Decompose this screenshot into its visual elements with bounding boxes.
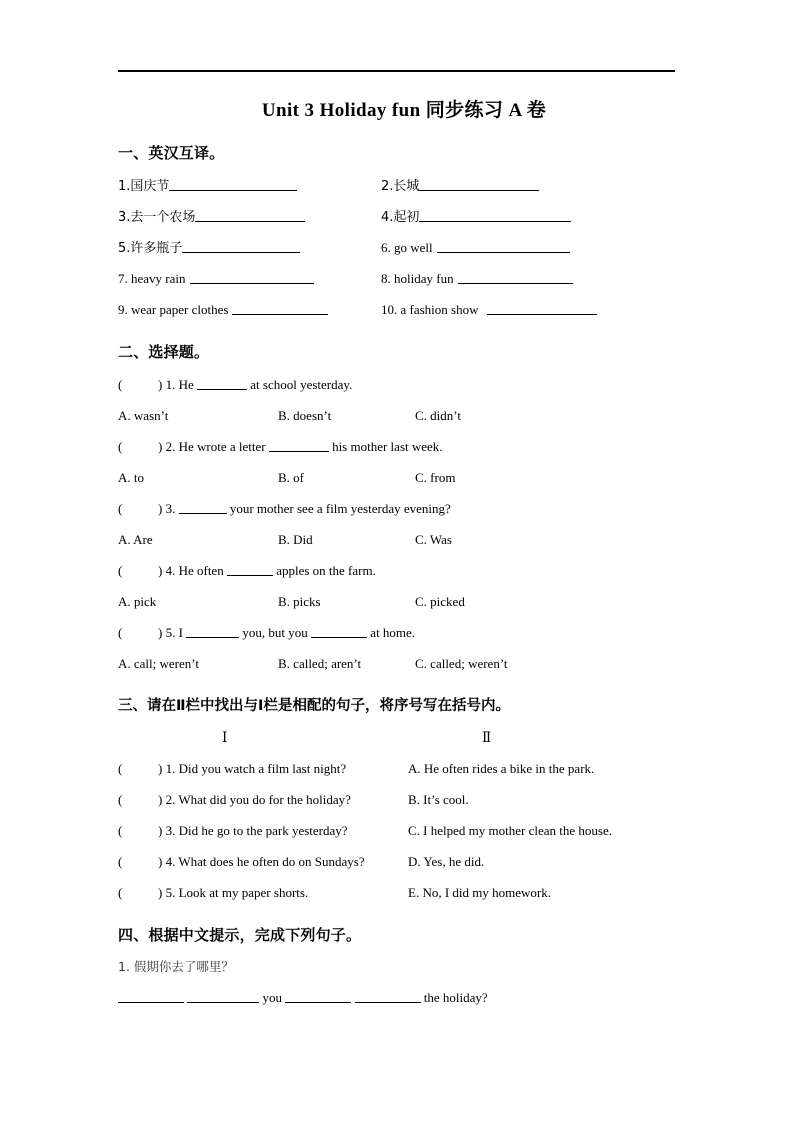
- answer-blank[interactable]: [419, 178, 539, 191]
- answer-blank[interactable]: [419, 209, 571, 222]
- translation-term: 10. a fashion show: [381, 302, 479, 317]
- choice-option-a[interactable]: A. pick: [118, 594, 157, 609]
- answer-blank[interactable]: [355, 990, 421, 1003]
- match-right[interactable]: A. He often rides a bike in the park.: [408, 761, 595, 776]
- match-right[interactable]: E. No, I did my homework.: [408, 885, 551, 900]
- choice-question: ( ) 4. He often apples on the farm.: [118, 555, 678, 586]
- choice-option-a[interactable]: A. call; weren’t: [118, 656, 199, 671]
- translation-term: 2.长城: [381, 179, 420, 194]
- match-row: [118, 784, 678, 815]
- section-3-rows: [118, 753, 678, 908]
- translation-row: [118, 201, 678, 232]
- answer-blank[interactable]: [195, 209, 305, 222]
- translation-item: [381, 263, 573, 294]
- choice-option-b[interactable]: B. called; aren’t: [278, 656, 362, 671]
- translation-item: [118, 294, 328, 325]
- translation-term: 1.国庆节: [118, 179, 170, 194]
- match-row: [118, 846, 678, 877]
- answer-blank[interactable]: [118, 990, 184, 1003]
- match-left: ( ) 3. Did he go to the park yesterday?: [118, 815, 348, 846]
- answer-blank[interactable]: [179, 501, 227, 514]
- choice-option-c[interactable]: C. Was: [415, 532, 452, 547]
- match-right[interactable]: C. I helped my mother clean the house.: [408, 823, 612, 838]
- translation-term: 5.许多瓶子: [118, 241, 183, 256]
- match-left: ( ) 4. What does he often do on Sundays?: [118, 846, 365, 877]
- answer-blank[interactable]: [487, 302, 597, 315]
- translation-row: [118, 170, 678, 201]
- column-2-header: Ⅱ: [482, 730, 492, 745]
- answer-bracket[interactable]: (: [118, 501, 123, 516]
- match-row: [118, 877, 678, 908]
- answer-bracket[interactable]: (: [118, 823, 123, 838]
- match-left: ( ) 1. Did you watch a film last night?: [118, 753, 346, 784]
- choice-option-a[interactable]: A. wasn’t: [118, 408, 169, 423]
- translation-item: [381, 170, 539, 202]
- choice-options: [118, 648, 678, 679]
- answer-blank[interactable]: [269, 439, 329, 452]
- choice-question: ( ) 1. He at school yesterday.: [118, 369, 678, 400]
- answer-bracket[interactable]: (: [118, 377, 123, 392]
- translation-term: 7. heavy rain: [118, 271, 186, 286]
- match-right[interactable]: D. Yes, he did.: [408, 854, 485, 869]
- page-content: [118, 96, 678, 1014]
- translation-row: [118, 232, 678, 263]
- choice-options: [118, 524, 678, 555]
- answer-blank[interactable]: [186, 625, 239, 638]
- answer-bracket[interactable]: (: [118, 761, 123, 776]
- translation-item: [118, 232, 300, 264]
- answer-bracket[interactable]: (: [118, 439, 123, 454]
- answer-blank[interactable]: [182, 240, 300, 253]
- section-1-items: [118, 170, 678, 325]
- choice-option-a[interactable]: A. Are: [118, 532, 153, 547]
- translation-item: [381, 294, 597, 325]
- translation-term: 4.起初: [381, 210, 420, 225]
- column-1-header: Ⅰ: [222, 730, 228, 745]
- section-2-questions: [118, 369, 678, 679]
- answer-bracket[interactable]: (: [118, 854, 123, 869]
- section-3-heading: 三、请在Ⅱ栏中找出与Ⅰ栏是相配的句子，将序号写在括号内。: [118, 698, 510, 714]
- answer-blank[interactable]: [285, 990, 351, 1003]
- section-2-heading: 二、选择题。: [118, 343, 210, 361]
- translation-item: [381, 201, 571, 233]
- translation-row: [118, 263, 678, 294]
- translation-item: [118, 201, 305, 233]
- answer-blank[interactable]: [187, 990, 259, 1003]
- translation-item: [118, 263, 314, 294]
- choice-question: ( ) 2. He wrote a letter his mother last week.: [118, 431, 678, 462]
- choice-option-b[interactable]: B. of: [278, 470, 304, 485]
- answer-bracket[interactable]: (: [118, 792, 123, 807]
- answer-blank[interactable]: [437, 240, 570, 253]
- translation-item: [381, 232, 570, 263]
- answer-bracket[interactable]: (: [118, 885, 123, 900]
- choice-options: [118, 586, 678, 617]
- choice-option-c[interactable]: C. didn’t: [415, 408, 461, 423]
- choice-options: [118, 462, 678, 493]
- answer-blank[interactable]: [197, 377, 247, 390]
- choice-question: ( ) 5. I you, but you at home.: [118, 617, 678, 648]
- translation-term: 8. holiday fun: [381, 271, 454, 286]
- translation-row: [118, 294, 678, 325]
- choice-option-a[interactable]: A. to: [118, 470, 144, 485]
- answer-bracket[interactable]: (: [118, 625, 123, 640]
- match-column-headers: [118, 723, 678, 753]
- match-left: ( ) 5. Look at my paper shorts.: [118, 877, 308, 908]
- match-right[interactable]: B. It’s cool.: [408, 792, 469, 807]
- answer-blank[interactable]: [190, 271, 314, 284]
- answer-blank[interactable]: [232, 302, 328, 315]
- match-row: [118, 815, 678, 846]
- choice-option-c[interactable]: C. picked: [415, 594, 465, 609]
- choice-option-b[interactable]: B. picks: [278, 594, 321, 609]
- choice-option-b[interactable]: B. Did: [278, 532, 313, 547]
- translation-term: 3.去一个农场: [118, 210, 196, 225]
- choice-option-c[interactable]: C. called; weren’t: [415, 656, 508, 671]
- answer-line: you the holiday?: [118, 982, 678, 1014]
- answer-blank[interactable]: [311, 625, 367, 638]
- prompt-line: 1. 假期你去了哪里？: [118, 959, 234, 974]
- translation-term: 6. go well: [381, 240, 433, 255]
- match-row: [118, 753, 678, 784]
- match-left: ( ) 2. What did you do for the holiday?: [118, 784, 351, 815]
- page-title: Unit 3 Holiday fun 同步练习 A 卷: [261, 100, 547, 121]
- header-rule: [118, 70, 675, 72]
- choice-options: [118, 400, 678, 431]
- answer-blank[interactable]: [227, 563, 273, 576]
- section-1-heading: 一、英汉互译。: [118, 144, 225, 162]
- section-4-heading: 四、根据中文提示，完成下列句子。: [118, 926, 362, 944]
- translation-item: [118, 170, 297, 202]
- choice-option-c[interactable]: C. from: [415, 470, 456, 485]
- answer-blank[interactable]: [458, 271, 573, 284]
- answer-blank[interactable]: [169, 178, 297, 191]
- translation-term: 9. wear paper clothes: [118, 302, 229, 317]
- section-4-questions: [118, 952, 678, 1014]
- choice-option-b[interactable]: B. doesn’t: [278, 408, 332, 423]
- choice-question: ( ) 3. your mother see a film yesterday evening?: [118, 493, 678, 524]
- answer-bracket[interactable]: (: [118, 563, 123, 578]
